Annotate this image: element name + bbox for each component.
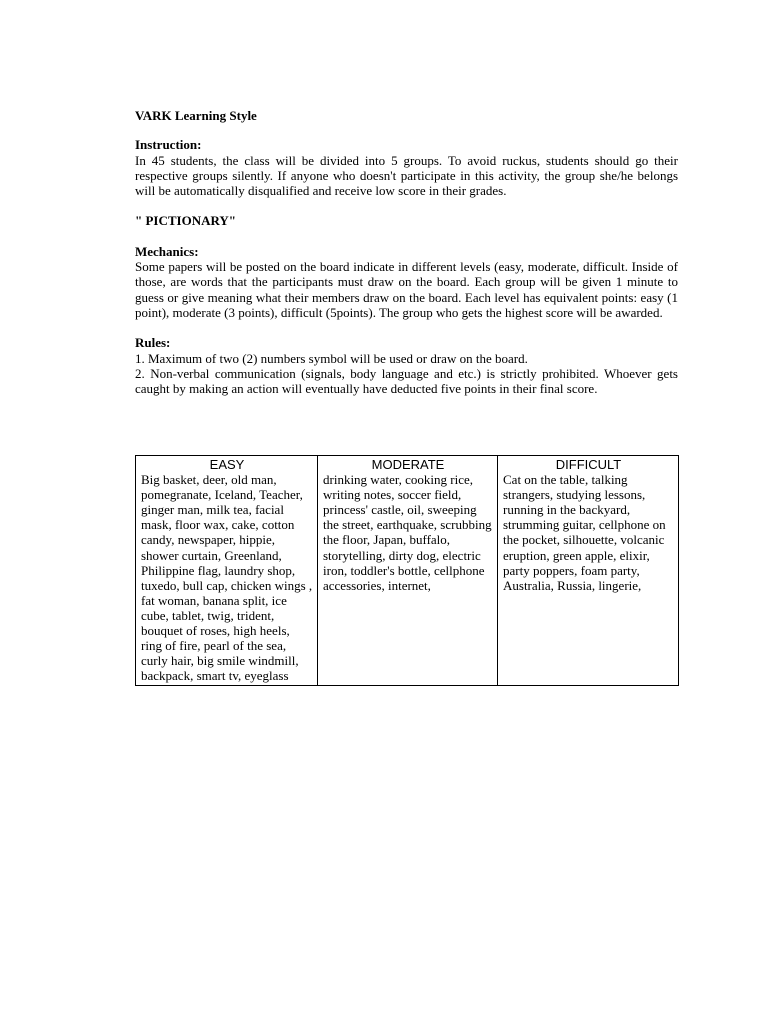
- moderate-words-cell: drinking water, cooking rice, writing notes, soccer field, princess' castle, oil, sweeping the street, earthquake, scrubbing the floor, Japan, buffalo, storytelling, dirty dog, electric iron, toddler's bottle, cellphone accessories, internet,: [318, 472, 498, 686]
- rule-item: 2. Non-verbal communication (signals, body language and etc.) is strictly prohibited. Whoever gets caught by making an action will eventually have deducted five points in their final score.: [135, 365, 678, 397]
- word-level-table: [135, 455, 679, 686]
- header-moderate: MODERATE: [318, 456, 498, 473]
- activity-name: " PICTIONARY": [135, 213, 237, 229]
- header-difficult: DIFFICULT: [498, 456, 679, 473]
- document-body: [135, 108, 678, 396]
- instruction-section: [135, 137, 678, 198]
- mechanics-section: [135, 244, 678, 320]
- table-row: [136, 472, 679, 686]
- rules-section: [135, 335, 678, 396]
- mechanics-text: Some papers will be posted on the board indicate in different levels (easy, moderate, difficult. Inside of those, are words that the participants must draw on the board. Each group will be given 1 minute to guess or give meaning what their members draw on the board. Each level has equivalent points: easy (1 point), moderate (3 points), difficult (5points). The group who gets the highest score will be awarded.: [135, 259, 678, 320]
- rules-list: [135, 351, 678, 397]
- rule-item: 1. Maximum of two (2) numbers symbol will be used or draw on the board.: [135, 350, 528, 366]
- table-header-row: [136, 456, 679, 473]
- easy-words-cell: Big basket, deer, old man, pomegranate, Iceland, Teacher, ginger man, milk tea, facial mask, floor wax, cake, cotton candy, newspaper, hippie, shower curtain, Greenland, Philippine flag, laundry shop, tuxedo, bull cap, chicken wings , fat woman, banana split, ice cube, tablet, twig, trident, bouquet of roses, high heels, ring of fire, pearl of the sea, curly hair, big smile windmill, backpack, smart tv, eyeglass: [136, 472, 318, 686]
- instruction-heading: Instruction:: [135, 137, 202, 153]
- header-easy: EASY: [136, 456, 318, 473]
- mechanics-heading: Mechanics:: [135, 243, 199, 259]
- rules-heading: Rules:: [135, 335, 171, 351]
- difficult-words-cell: Cat on the table, talking strangers, studying lessons, running in the backyard, strumming guitar, cellphone on the pocket, silhouette, volcanic eruption, green apple, elixir, party poppers, foam party, Australia, Russia, lingerie,: [498, 472, 679, 686]
- document-title: VARK Learning Style: [135, 108, 257, 123]
- instruction-text: In 45 students, the class will be divided into 5 groups. To avoid ruckus, students should go their respective groups silently. If anyone who doesn't participate in this activity, the group she/he belongs will be automatically disqualified and receive low score in their grades.: [135, 152, 678, 199]
